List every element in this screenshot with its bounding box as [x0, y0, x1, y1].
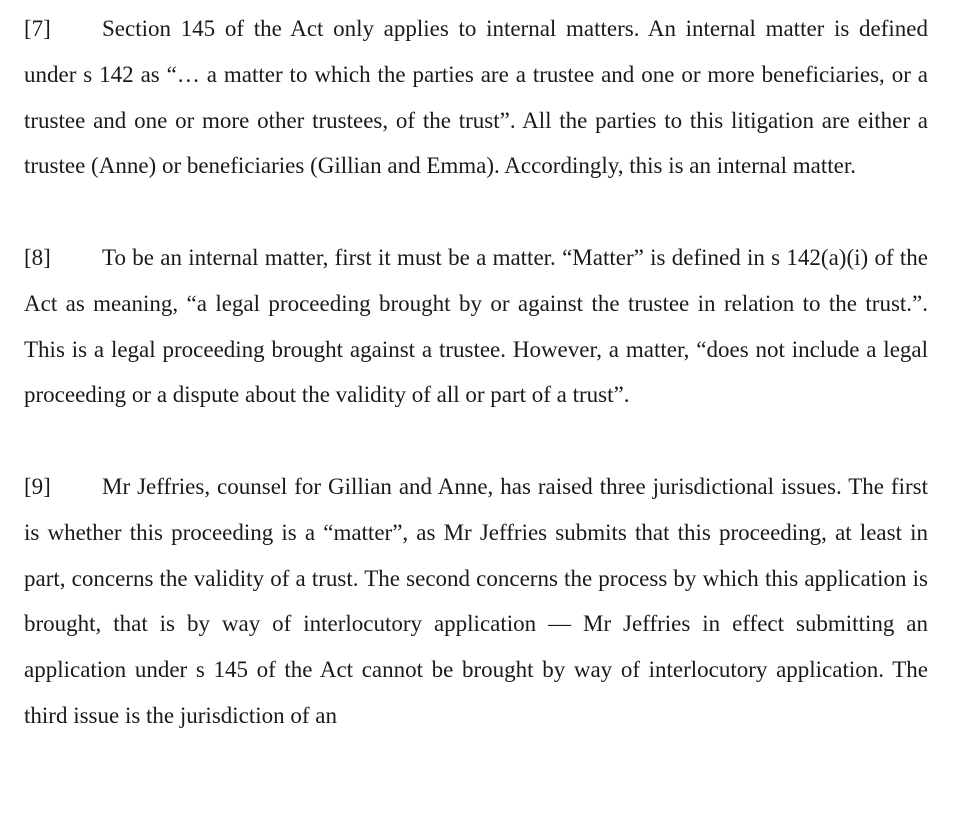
paragraph-8	[24, 235, 928, 418]
paragraph-number: [8]	[24, 244, 51, 270]
paragraph-7	[24, 6, 928, 189]
document-body	[24, 6, 928, 785]
paragraph-number: [9]	[24, 473, 51, 499]
paragraph-9	[24, 464, 928, 739]
paragraph-number: [7]	[24, 16, 51, 41]
paragraph-text: Mr Jeffries, counsel for Gillian and Anne, has raised three jurisdictional issues. The first is whether this proceeding is a “matter”, as Mr Jeffries submits that this proceeding, at least in part, concerns the validity of a trust. The second concerns the process by which this application is brought, that is by way of interlocutory application — Mr Jeffries in effect submitting an application under s 145 of the Act cannot be brought by way of interlocutory application. The third issue is the jurisdiction of an	[24, 473, 928, 728]
paragraph-text: Section 145 of the Act only applies to internal matters. An internal matter is defined under s 142 as “… a matter to which the parties are a trustee and one or more beneficiaries, or a trustee and one or more other trustees, of the trust”. All the parties to this litigation are either a trustee (Anne) or beneficiaries (Gillian and Emma). Accordingly, this is an internal matter.	[24, 16, 928, 179]
paragraph-text: To be an internal matter, first it must be a matter. “Matter” is defined in s 142(a)(i) of the Act as meaning, “a legal proceeding brought by or against the trustee in relation to the trust.”. This is a legal proceeding brought against a trustee. However, a matter, “does not include a legal proceeding or a dispute about the validity of all or part of a trust”.	[24, 244, 928, 408]
